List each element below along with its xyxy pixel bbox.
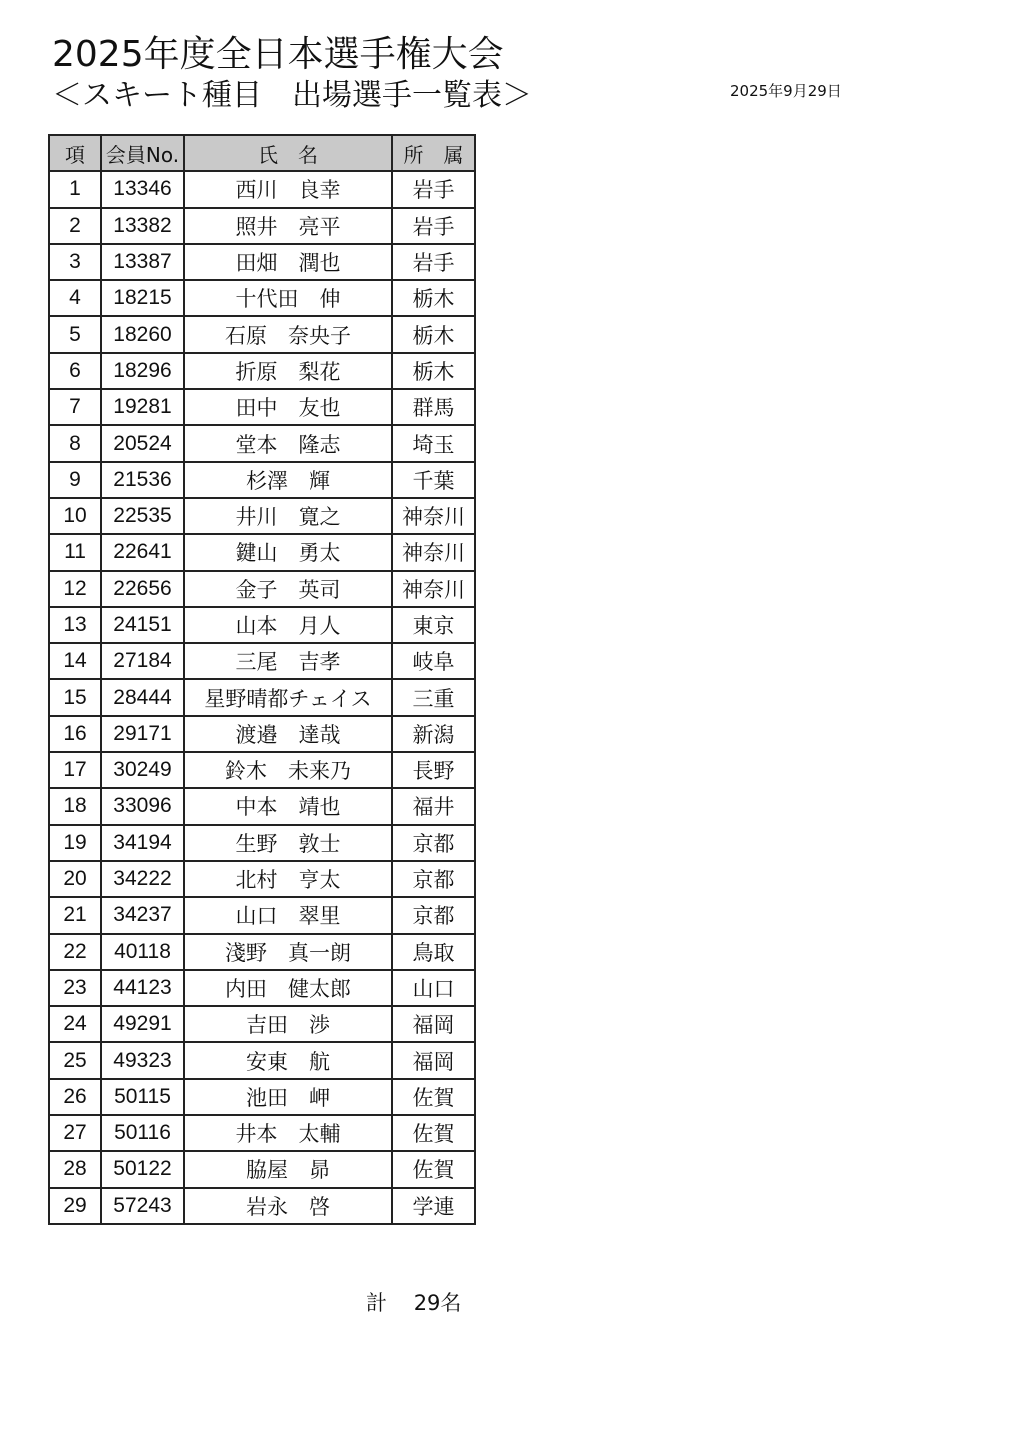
cell-affiliation: 京都	[392, 897, 475, 933]
table-row	[49, 1079, 475, 1115]
cell-member-no: 50122	[101, 1151, 184, 1187]
cell-name: 生野 敦士	[184, 825, 392, 861]
cell-no: 8	[49, 425, 101, 461]
cell-no: 28	[49, 1151, 101, 1187]
table-row	[49, 353, 475, 389]
cell-affiliation: 岩手	[392, 244, 475, 280]
table-row	[49, 462, 475, 498]
cell-no: 22	[49, 934, 101, 970]
cell-affiliation: 岩手	[392, 171, 475, 207]
cell-no: 9	[49, 462, 101, 498]
cell-member-no: 34222	[101, 861, 184, 897]
table-row	[49, 970, 475, 1006]
table-row	[49, 861, 475, 897]
cell-member-no: 19281	[101, 389, 184, 425]
table-header	[49, 135, 475, 171]
cell-affiliation: 神奈川	[392, 498, 475, 534]
cell-no: 25	[49, 1042, 101, 1078]
cell-member-no: 44123	[101, 970, 184, 1006]
cell-member-no: 49291	[101, 1006, 184, 1042]
header-name: 氏 名	[184, 135, 392, 171]
table-row	[49, 389, 475, 425]
header-no: 項	[49, 135, 101, 171]
cell-member-no: 22535	[101, 498, 184, 534]
cell-name: 池田 岬	[184, 1079, 392, 1115]
cell-no: 3	[49, 244, 101, 280]
cell-no: 10	[49, 498, 101, 534]
table-row	[49, 897, 475, 933]
table-row	[49, 1151, 475, 1187]
cell-member-no: 57243	[101, 1188, 184, 1224]
cell-affiliation: 埼玉	[392, 425, 475, 461]
cell-member-no: 30249	[101, 752, 184, 788]
table-row	[49, 1042, 475, 1078]
table-row	[49, 788, 475, 824]
cell-member-no: 28444	[101, 679, 184, 715]
cell-no: 21	[49, 897, 101, 933]
cell-no: 23	[49, 970, 101, 1006]
document-subtitle: ＜スキート種目 出場選手一覧表＞	[52, 78, 532, 113]
cell-name: 井川 寛之	[184, 498, 392, 534]
cell-member-no: 21536	[101, 462, 184, 498]
table-row	[49, 171, 475, 207]
cell-name: 脇屋 昴	[184, 1151, 392, 1187]
cell-name: 内田 健太郎	[184, 970, 392, 1006]
cell-affiliation: 岐阜	[392, 643, 475, 679]
cell-name: 岩永 啓	[184, 1188, 392, 1224]
cell-name: 星野晴都チェイス	[184, 679, 392, 715]
table-row	[49, 825, 475, 861]
cell-no: 26	[49, 1079, 101, 1115]
cell-no: 6	[49, 353, 101, 389]
cell-name: 中本 靖也	[184, 788, 392, 824]
cell-name: 淺野 真一朗	[184, 934, 392, 970]
cell-name: 鈴木 未来乃	[184, 752, 392, 788]
cell-affiliation: 佐賀	[392, 1079, 475, 1115]
table-row	[49, 425, 475, 461]
cell-affiliation: 京都	[392, 861, 475, 897]
cell-name: 田畑 潤也	[184, 244, 392, 280]
cell-no: 17	[49, 752, 101, 788]
cell-member-no: 34194	[101, 825, 184, 861]
cell-affiliation: 神奈川	[392, 534, 475, 570]
total-count: 29名	[413, 1291, 462, 1315]
cell-no: 16	[49, 716, 101, 752]
cell-no: 20	[49, 861, 101, 897]
table-row	[49, 1188, 475, 1224]
cell-affiliation: 学連	[392, 1188, 475, 1224]
cell-name: 北村 亨太	[184, 861, 392, 897]
cell-affiliation: 新潟	[392, 716, 475, 752]
cell-member-no: 40118	[101, 934, 184, 970]
header-affiliation: 所 属	[392, 135, 475, 171]
table-row	[49, 716, 475, 752]
cell-affiliation: 栃木	[392, 316, 475, 352]
cell-affiliation: 岩手	[392, 208, 475, 244]
cell-name: 堂本 隆志	[184, 425, 392, 461]
cell-member-no: 22656	[101, 571, 184, 607]
cell-affiliation: 福岡	[392, 1042, 475, 1078]
cell-no: 15	[49, 679, 101, 715]
cell-member-no: 13382	[101, 208, 184, 244]
cell-affiliation: 佐賀	[392, 1151, 475, 1187]
cell-name: 吉田 渉	[184, 1006, 392, 1042]
cell-name: 山本 月人	[184, 607, 392, 643]
cell-no: 13	[49, 607, 101, 643]
cell-affiliation: 鳥取	[392, 934, 475, 970]
cell-no: 24	[49, 1006, 101, 1042]
total-summary	[366, 1290, 461, 1316]
cell-member-no: 18296	[101, 353, 184, 389]
cell-name: 山口 翠里	[184, 897, 392, 933]
cell-name: 折原 梨花	[184, 353, 392, 389]
cell-no: 11	[49, 534, 101, 570]
cell-no: 27	[49, 1115, 101, 1151]
table-row	[49, 607, 475, 643]
cell-no: 12	[49, 571, 101, 607]
cell-no: 29	[49, 1188, 101, 1224]
table-row	[49, 679, 475, 715]
cell-member-no: 50115	[101, 1079, 184, 1115]
cell-affiliation: 三重	[392, 679, 475, 715]
table-row	[49, 643, 475, 679]
cell-no: 18	[49, 788, 101, 824]
cell-member-no: 50116	[101, 1115, 184, 1151]
participant-table	[48, 134, 476, 1225]
table-row	[49, 498, 475, 534]
cell-name: 田中 友也	[184, 389, 392, 425]
cell-name: 井本 太輔	[184, 1115, 392, 1151]
cell-name: 十代田 伸	[184, 280, 392, 316]
table-row	[49, 280, 475, 316]
cell-affiliation: 栃木	[392, 280, 475, 316]
header-row	[49, 135, 475, 171]
cell-member-no: 27184	[101, 643, 184, 679]
cell-member-no: 20524	[101, 425, 184, 461]
document-date: 2025年9月29日	[730, 82, 842, 100]
table-row	[49, 534, 475, 570]
cell-member-no: 18260	[101, 316, 184, 352]
cell-no: 7	[49, 389, 101, 425]
table-row	[49, 934, 475, 970]
cell-name: 金子 英司	[184, 571, 392, 607]
cell-affiliation: 佐賀	[392, 1115, 475, 1151]
cell-name: 渡邉 達哉	[184, 716, 392, 752]
cell-member-no: 22641	[101, 534, 184, 570]
cell-no: 1	[49, 171, 101, 207]
cell-member-no: 49323	[101, 1042, 184, 1078]
cell-name: 照井 亮平	[184, 208, 392, 244]
cell-affiliation: 長野	[392, 752, 475, 788]
cell-affiliation: 栃木	[392, 353, 475, 389]
table-row	[49, 316, 475, 352]
table-row	[49, 1115, 475, 1151]
cell-affiliation: 京都	[392, 825, 475, 861]
cell-affiliation: 福井	[392, 788, 475, 824]
document-title: 2025年度全日本選手権大会	[52, 34, 504, 75]
table-row	[49, 571, 475, 607]
cell-affiliation: 福岡	[392, 1006, 475, 1042]
cell-name: 三尾 吉孝	[184, 643, 392, 679]
cell-member-no: 34237	[101, 897, 184, 933]
table-row	[49, 1006, 475, 1042]
cell-member-no: 33096	[101, 788, 184, 824]
cell-no: 14	[49, 643, 101, 679]
table-row	[49, 752, 475, 788]
cell-name: 西川 良幸	[184, 171, 392, 207]
cell-affiliation: 群馬	[392, 389, 475, 425]
header-member-no: 会員No.	[101, 135, 184, 171]
cell-member-no: 29171	[101, 716, 184, 752]
cell-name: 杉澤 輝	[184, 462, 392, 498]
cell-member-no: 24151	[101, 607, 184, 643]
cell-name: 石原 奈央子	[184, 316, 392, 352]
cell-affiliation: 東京	[392, 607, 475, 643]
cell-no: 2	[49, 208, 101, 244]
cell-name: 安東 航	[184, 1042, 392, 1078]
cell-affiliation: 山口	[392, 970, 475, 1006]
total-label: 計	[366, 1291, 387, 1315]
cell-no: 19	[49, 825, 101, 861]
cell-member-no: 13346	[101, 171, 184, 207]
cell-no: 5	[49, 316, 101, 352]
table-row	[49, 208, 475, 244]
table-body	[49, 171, 475, 1224]
cell-affiliation: 千葉	[392, 462, 475, 498]
cell-name: 鍵山 勇太	[184, 534, 392, 570]
cell-member-no: 13387	[101, 244, 184, 280]
cell-member-no: 18215	[101, 280, 184, 316]
cell-affiliation: 神奈川	[392, 571, 475, 607]
table-row	[49, 244, 475, 280]
cell-no: 4	[49, 280, 101, 316]
